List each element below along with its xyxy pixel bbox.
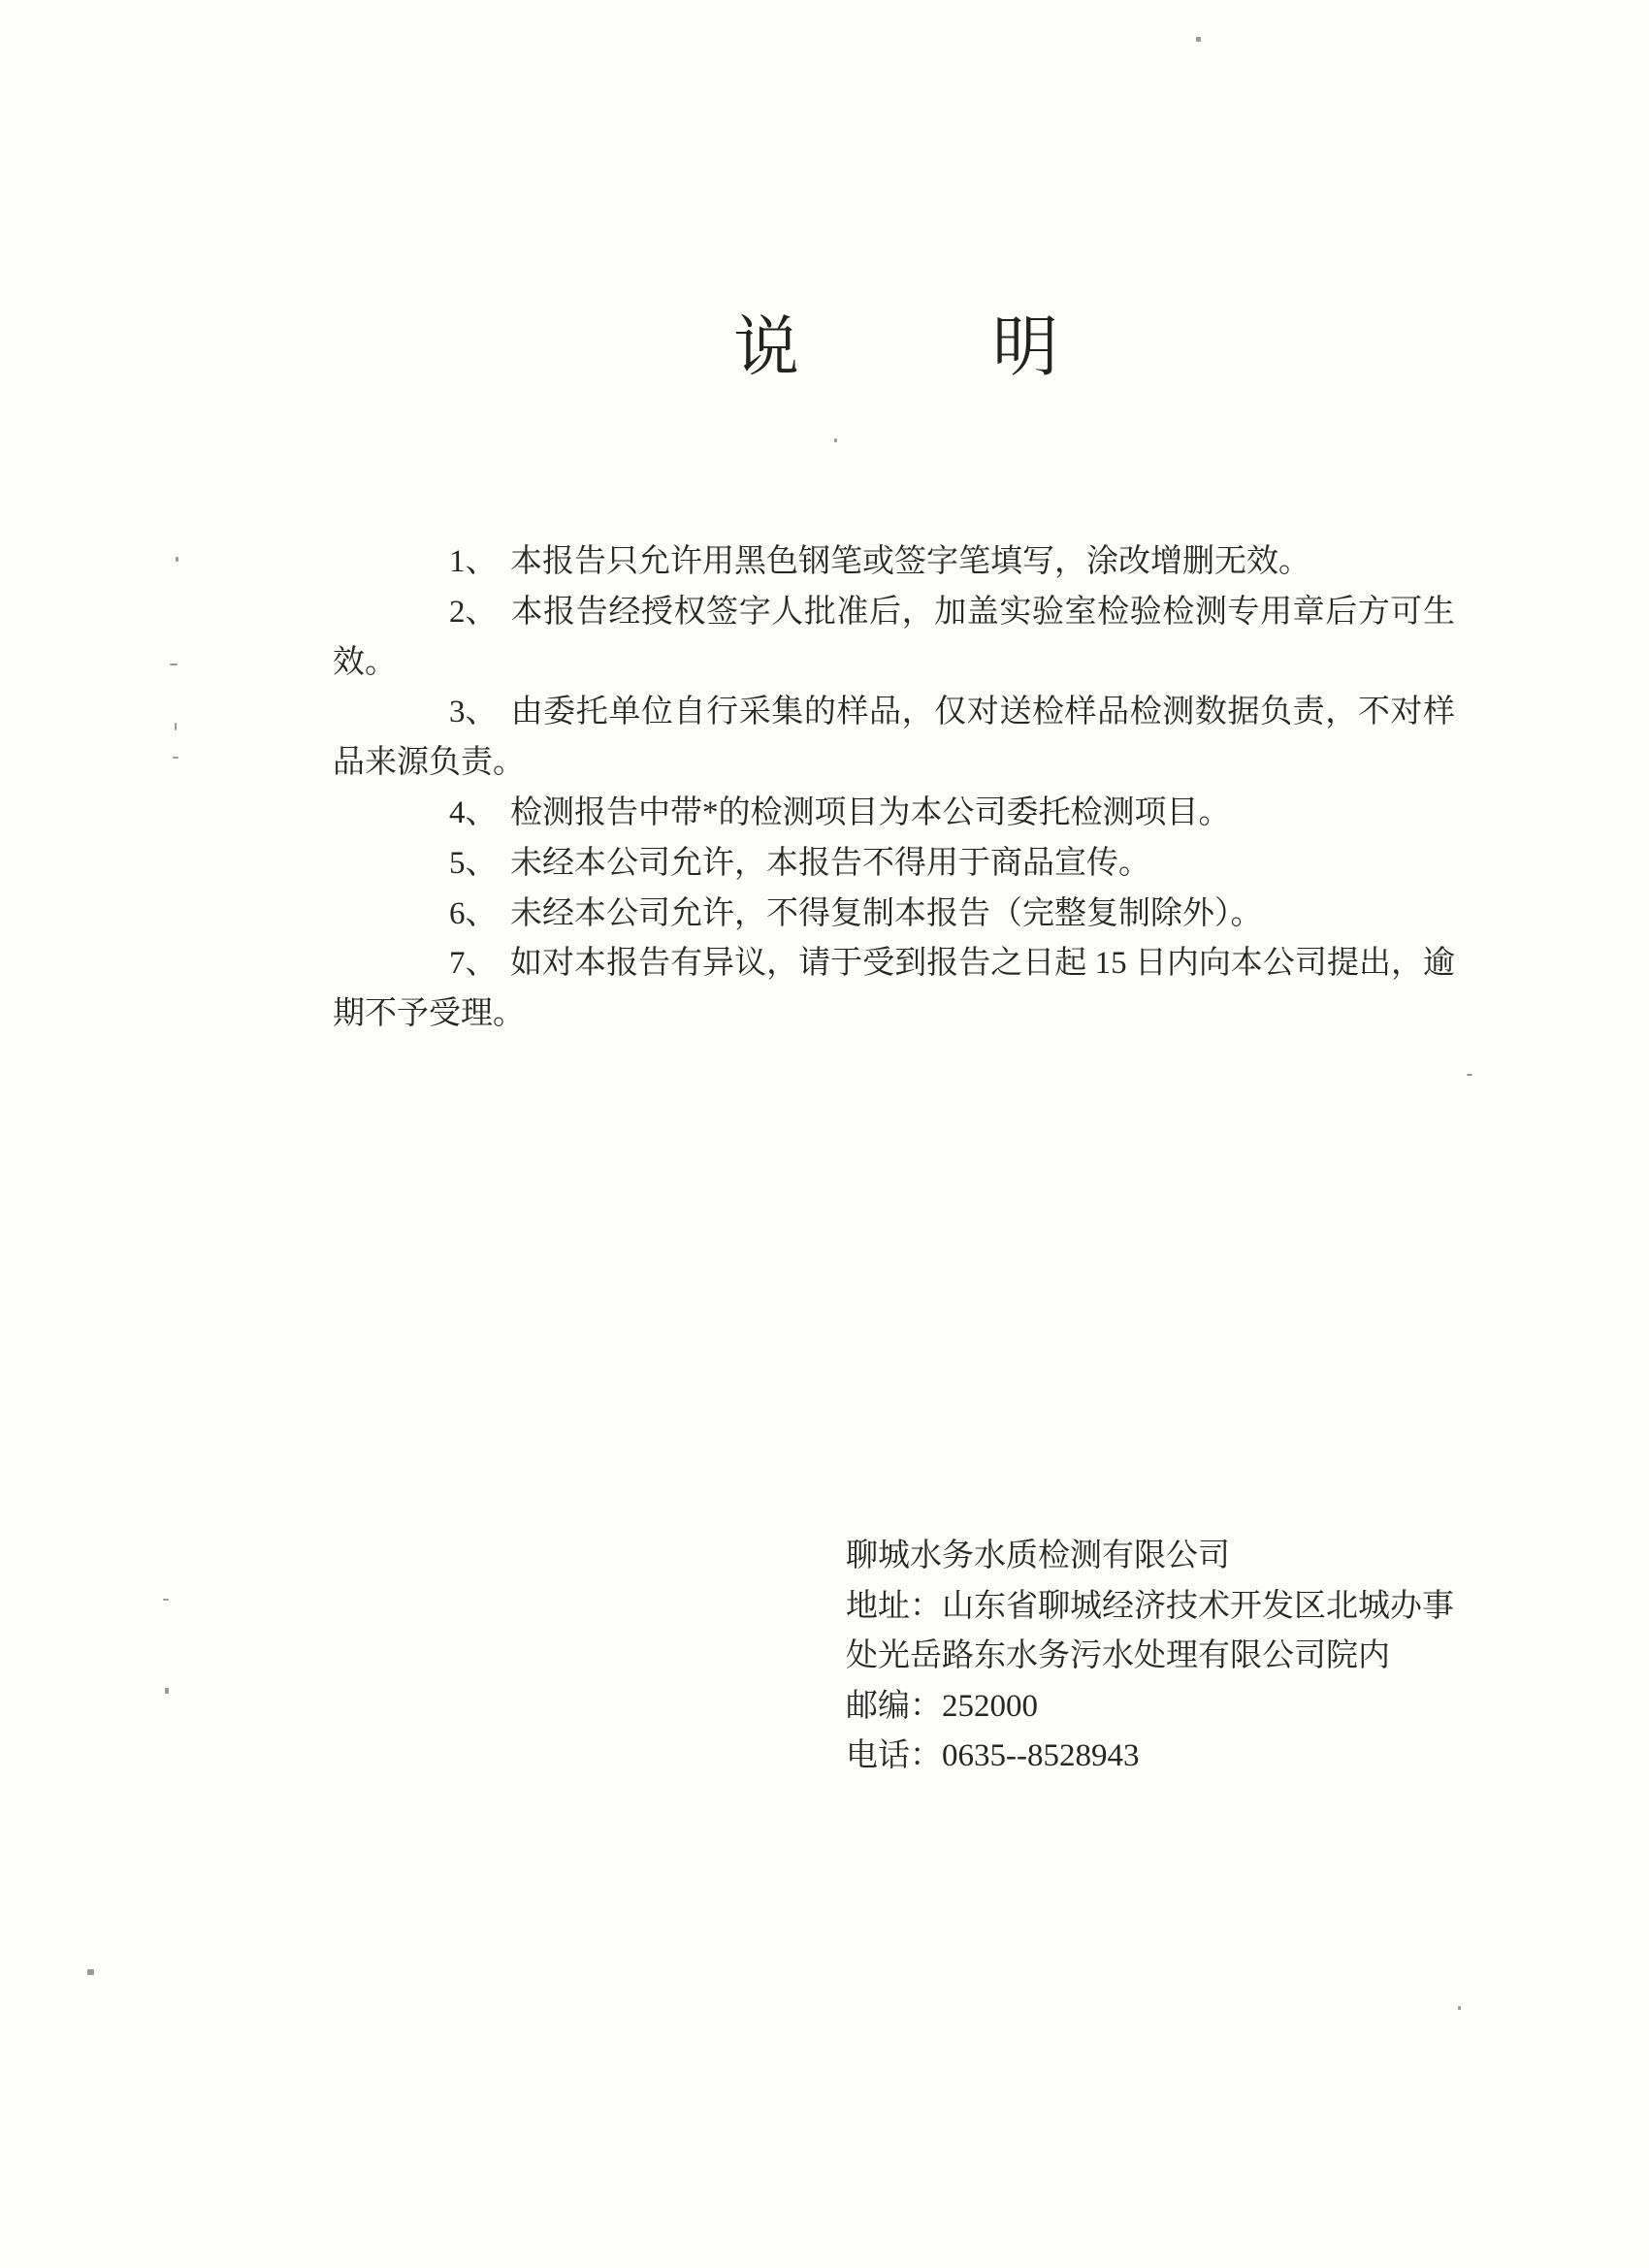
list-item — [333, 939, 1455, 1040]
notes-list — [333, 537, 1455, 1040]
item-number: 3、 — [449, 695, 498, 730]
item-number: 7、 — [449, 946, 498, 982]
page-title: 说 明 — [733, 310, 1059, 384]
company-info — [846, 1532, 1471, 1782]
list-item — [333, 688, 1455, 789]
scan-speck — [176, 557, 178, 562]
item-text: 本报告只允许用黑色钢笔或签字笔填写，涂改增删无效。 — [510, 544, 1310, 579]
item-text: 如对本报告有异议，请于受到报告之日起 15 日内向本公司提出，逾期不予受理。 — [333, 946, 1455, 1032]
list-item — [333, 789, 1455, 839]
scan-speck — [1458, 2006, 1461, 2010]
scan-speck — [170, 664, 178, 665]
scan-speck — [1467, 1074, 1472, 1076]
scan-speck — [834, 438, 837, 442]
phone-label: 电话： — [846, 1738, 942, 1773]
scan-speck — [175, 723, 177, 730]
address-label: 地址： — [846, 1588, 942, 1624]
scan-speck — [1196, 37, 1201, 42]
item-text: 本报告经授权签字人批准后，加盖实验室检验检测专用章后方可生效。 — [333, 594, 1455, 680]
scan-speck — [173, 757, 178, 759]
list-item — [333, 537, 1455, 588]
item-number: 4、 — [449, 794, 498, 830]
company-name: 聊城水务水质检测有限公司 — [846, 1539, 1230, 1573]
phone-value: 0635--8528943 — [942, 1738, 1140, 1773]
zip-label: 邮编： — [846, 1688, 942, 1724]
scan-speck — [87, 1969, 94, 1975]
company-address — [846, 1582, 1471, 1682]
company-zip — [846, 1682, 1471, 1733]
item-text: 未经本公司允许，不得复制本报告（完整复制除外）。 — [510, 895, 1263, 931]
item-number: 1、 — [449, 544, 498, 579]
list-item — [333, 890, 1455, 940]
list-item — [333, 588, 1455, 689]
item-text: 检测报告中带*的检测项目为本公司委托检测项目。 — [510, 794, 1231, 830]
item-number: 5、 — [449, 845, 498, 881]
item-text: 未经本公司允许，本报告不得用于商品宣传。 — [510, 845, 1150, 881]
item-text: 由委托单位自行采集的样品，仅对送检样品检测数据负责，不对样品来源负责。 — [333, 695, 1455, 781]
zip-value: 252000 — [942, 1688, 1038, 1724]
address-value: 山东省聊城经济技术开发区北城办事处光岳路东水务污水处理有限公司院内 — [846, 1588, 1454, 1673]
scan-speck — [165, 1688, 169, 1694]
item-number: 2、 — [449, 594, 498, 630]
item-number: 6、 — [449, 895, 498, 931]
scan-speck — [163, 1599, 169, 1601]
list-item — [333, 839, 1455, 890]
company-phone — [846, 1732, 1471, 1782]
